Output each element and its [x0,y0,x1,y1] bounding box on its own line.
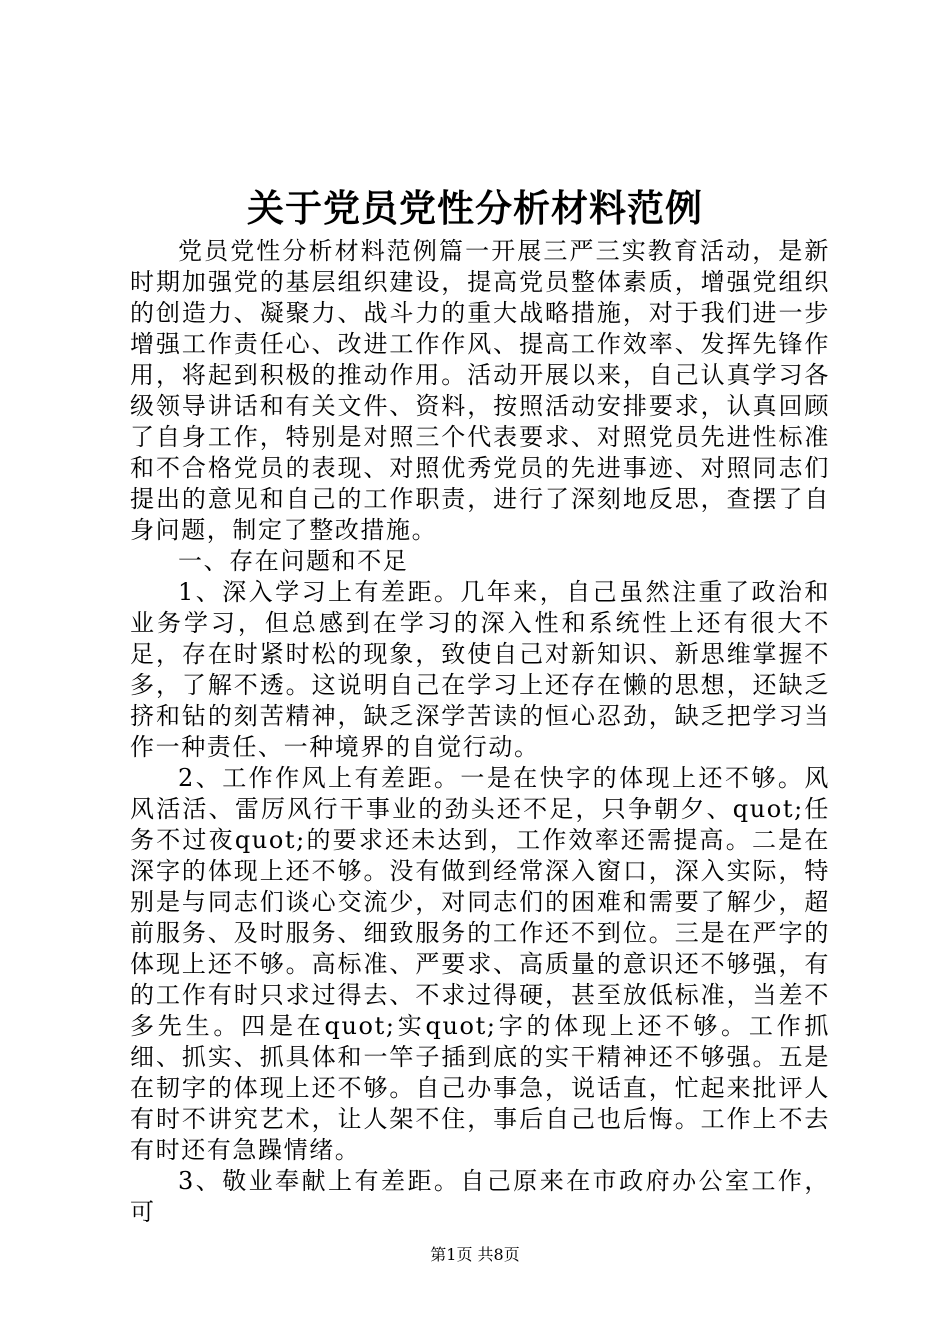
paragraph-point-3: 3、敬业奉献上有差距。自己原来在市政府办公室工作，可 [130,1167,830,1226]
document-body [130,236,830,1228]
paragraph-intro: 党员党性分析材料范例篇一开展三严三实教育活动，是新时期加强党的基层组织建设，提高党员整体素质，增强党组织的创造力、凝聚力、战斗力的重大战略措施，对于我们进一步增强工作责任心、改进工作作风、提高工作效率、发挥先锋作用，将起到积极的推动作用。活动开展以来，自己认真学习各级领导讲话和有关文件、资料，按照活动安排要求，认真回顾了自身工作，特别是对照三个代表要求、对照党员先进性标准和不合格党员的表现、对照优秀党员的先进事迹、对照同志们提出的意见和自己的工作职责，进行了深刻地反思，查摆了自身问题，制定了整改措施。 [130,237,830,544]
paragraph-point-2: 2、工作作风上有差距。一是在快字的体现上还不够。风风活活、雷厉风行干事业的劲头还不足，只争朝夕、quot;任务不过夜quot;的要求还未达到，工作效率还需提高。二是在深字的体现上还不够。没有做到经常深入窗口，深入实际，特别是与同志们谈心交流少，对同志们的困难和需要了解少，超前服务、及时服务、细致服务的工作还不到位。三是在严字的体现上还不够。高标准、严要求、高质量的意识还不够强，有的工作有时只求过得去、不求过得硬，甚至放低标准，当差不多先生。四是在quot;实quot;字的体现上还不够。工作抓细、抓实、抓具体和一竿子插到底的实干精神还不够强。五是在韧字的体现上还不够。自己办事急，说话直，忙起来批评人有时不讲究艺术，让人架不住，事后自己也后悔。工作上不去有时还有急躁情绪。 [130,764,830,1164]
document-title: 关于党员党性分析材料范例 [247,186,703,230]
section-heading: 一、存在问题和不足 [178,547,409,575]
paragraph-point-1: 1、深入学习上有差距。几年来，自己虽然注重了政治和业务学习，但总感到在学习的深入性和系统性上还有很大不足，存在时紧时松的现象，致使自己对新知识、新思维掌握不多，了解不透。这说明自己在学习上还存在懒的思想，还缺乏挤和钻的刻苦精神，缺乏深学苦读的恒心忍劲，缺乏把学习当作一种责任、一种境界的自觉行动。 [130,578,830,761]
page-footer: 第1页 共8页 [430,1245,520,1264]
